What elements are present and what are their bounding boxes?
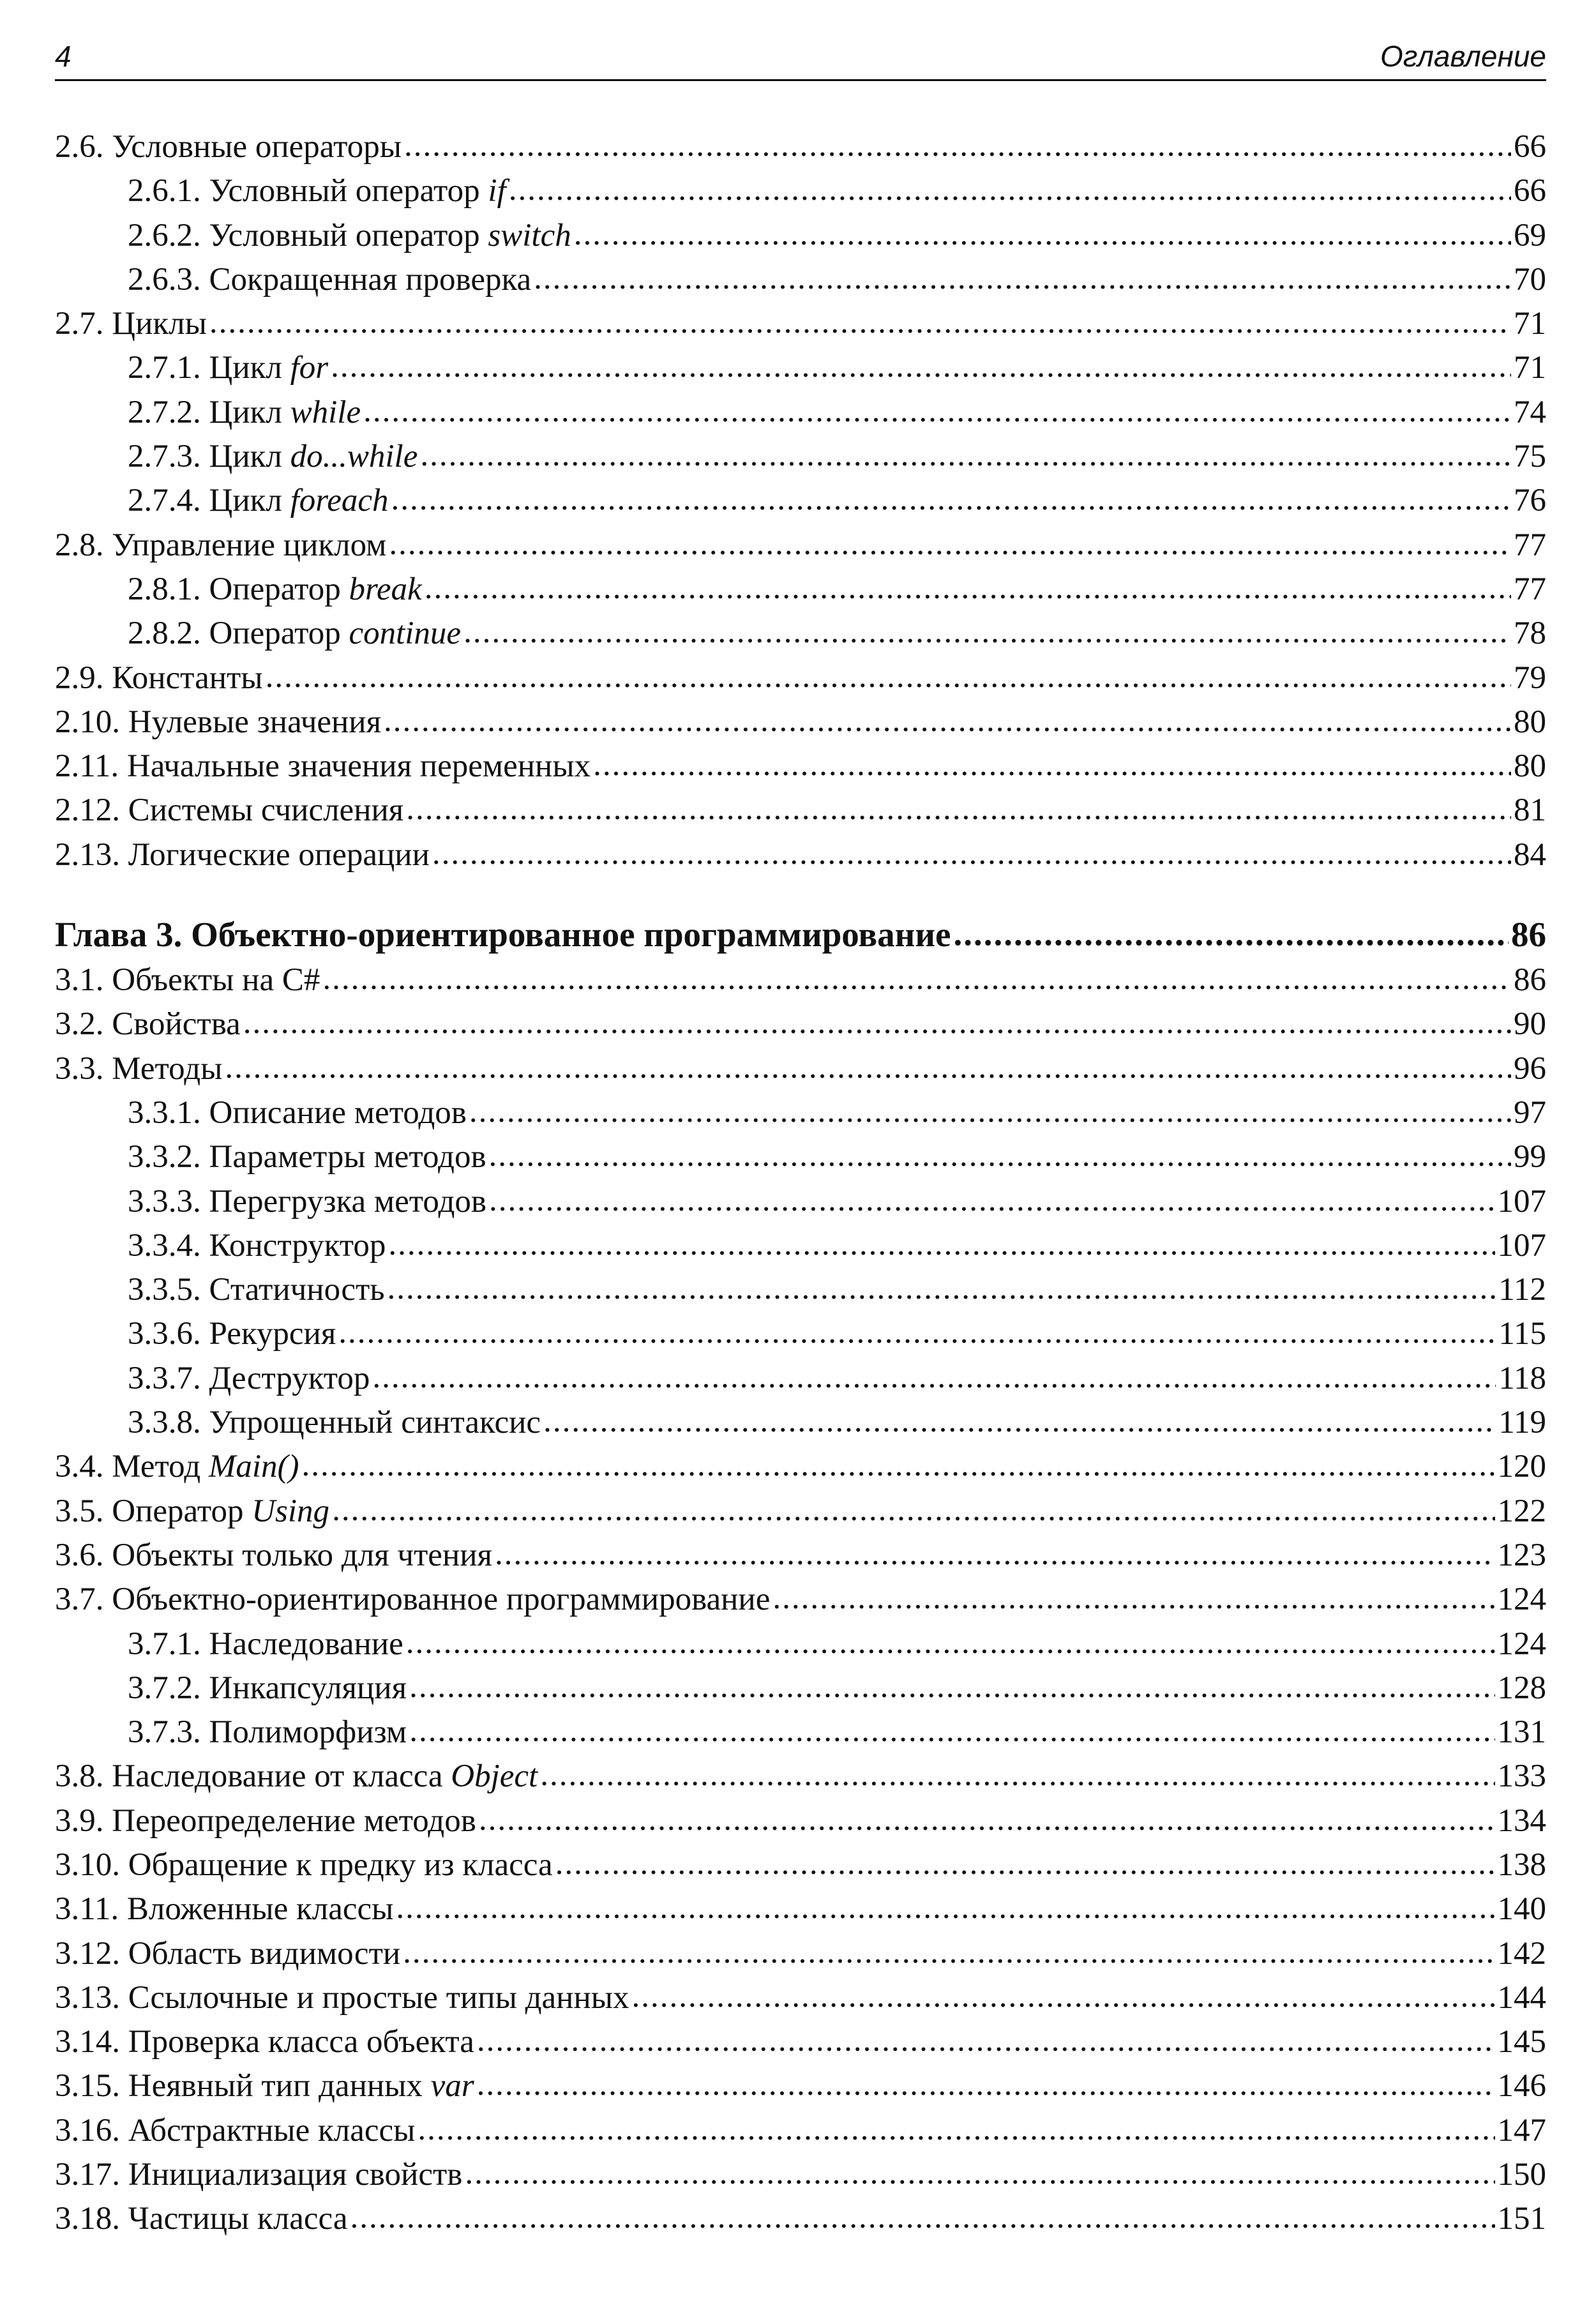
toc-entry-text: Деструктор	[209, 1360, 370, 1396]
toc-entry-code-term: for	[290, 350, 329, 386]
toc-entry-number: 3.7.3.	[128, 1714, 209, 1751]
toc-page-number: 107	[1497, 1227, 1546, 1264]
toc-entry	[55, 479, 1546, 523]
toc-entry	[55, 2197, 1546, 2241]
dot-leader	[350, 2196, 1494, 2240]
toc-entry-number: 2.10.	[55, 704, 128, 740]
toc-entry-code-term: while	[290, 394, 361, 430]
toc-entry-number: 3.3.3.	[128, 1183, 209, 1219]
toc-page-number: 76	[1514, 483, 1546, 519]
toc-page-number: 79	[1514, 660, 1546, 696]
dot-leader	[243, 1001, 1511, 1045]
toc-entry-title	[128, 391, 361, 435]
toc-entry-number: 2.6.1.	[128, 173, 209, 209]
toc-entry-text: Условные операторы	[112, 129, 402, 165]
toc-entry-number: 3.3.7.	[128, 1360, 209, 1396]
toc-entry-text: Начальные значения переменных	[126, 748, 591, 785]
toc-entry-number: 2.6.	[55, 129, 112, 165]
toc-entry-text: Цикл	[209, 350, 290, 386]
dot-leader	[388, 1267, 1496, 1311]
toc-page-number: 122	[1497, 1493, 1546, 1529]
toc-entry-text: Полиморфизм	[209, 1714, 407, 1751]
toc-page-number: 71	[1514, 306, 1546, 342]
toc-entry-number: 3.3.5.	[128, 1272, 209, 1308]
toc-entry	[55, 958, 1546, 1002]
toc-entry-title	[55, 2020, 474, 2064]
toc-page-number: 77	[1514, 527, 1546, 563]
toc-entry-title	[55, 700, 381, 744]
toc-entry	[55, 1799, 1546, 1843]
toc-entry	[55, 2020, 1546, 2064]
toc-entry-code-term: if	[488, 173, 506, 209]
toc-entry-number: 3.13.	[55, 1979, 128, 2016]
dot-leader	[396, 1886, 1494, 1930]
toc-entry-text: Логические операции	[128, 836, 430, 873]
dot-leader	[477, 2019, 1495, 2063]
toc-entry-code-term: switch	[488, 217, 571, 253]
toc-entry-number: 3.9.	[55, 1802, 112, 1839]
dot-leader	[363, 389, 1511, 434]
toc-entry-text: Неявный тип данных	[128, 2068, 431, 2104]
toc-entry-number: 2.7.2.	[128, 394, 209, 430]
toc-entry	[55, 1976, 1546, 2020]
toc-entry-title	[128, 1268, 385, 1312]
toc-entry-code-term: break	[349, 571, 422, 607]
toc-entry-text: Конструктор	[209, 1227, 386, 1264]
toc-entry-text: Инициализация свойств	[128, 2157, 463, 2193]
toc-entry-number: 3.3.	[55, 1050, 112, 1087]
toc-page-number: 151	[1497, 2201, 1546, 2237]
toc-entry-number: 2.11.	[55, 748, 127, 785]
toc-entry-text: Объектно-ориентированное программирование	[112, 1582, 771, 1618]
dot-leader	[391, 478, 1511, 522]
toc-entry-number: 2.13.	[55, 836, 128, 873]
toc-entry-number: 2.8.1.	[128, 571, 209, 607]
toc-page-number: 150	[1497, 2157, 1546, 2193]
toc-entry	[55, 1843, 1546, 1887]
dot-leader	[632, 1975, 1495, 2019]
dot-leader	[489, 1134, 1511, 1178]
dot-leader	[332, 1488, 1494, 1532]
toc-entry	[55, 1932, 1546, 1976]
dot-leader	[266, 655, 1511, 699]
toc-entry	[55, 789, 1546, 833]
toc-entry-text: Цикл	[209, 483, 290, 519]
toc-entry	[55, 258, 1546, 302]
toc-entry-code-term: continue	[349, 615, 462, 652]
table-of-contents	[55, 125, 1546, 2242]
toc-entry-text: Условный оператор	[209, 173, 488, 209]
toc-entry	[55, 1445, 1546, 1489]
toc-entry-number: 2.12.	[55, 792, 128, 829]
toc-page-number: 112	[1498, 1272, 1546, 1308]
toc-entry-number: 3.2.	[55, 1006, 112, 1043]
toc-entry-number: 3.3.1.	[128, 1094, 209, 1131]
toc-page-number: 69	[1514, 217, 1546, 253]
toc-entry-number: 3.3.8.	[128, 1405, 209, 1441]
dot-leader	[331, 345, 1511, 389]
toc-entry-text: Абстрактные классы	[128, 2112, 416, 2148]
toc-entry-text: Переопределение методов	[112, 1802, 476, 1839]
dot-leader	[406, 1621, 1495, 1665]
page-header	[55, 33, 1546, 81]
toc-entry-number: 3.7.	[55, 1582, 112, 1618]
toc-entry	[55, 524, 1546, 568]
dot-leader	[463, 610, 1511, 654]
toc-page-number: 86	[1514, 962, 1546, 999]
toc-entry-title	[55, 125, 402, 169]
toc-page-number: 107	[1497, 1183, 1546, 1219]
toc-entry-title	[55, 1002, 241, 1046]
toc-entry-number: 3.7.1.	[128, 1626, 209, 1662]
toc-entry	[55, 833, 1546, 877]
toc-entry	[55, 1755, 1546, 1799]
dot-leader	[543, 1400, 1496, 1444]
toc-entry-text: Сокращенная проверка	[209, 261, 532, 298]
toc-entry-code-term: Using	[252, 1493, 330, 1529]
dot-leader	[403, 1931, 1494, 1975]
toc-page-number: 75	[1514, 439, 1546, 475]
toc-entry-number: 2.7.4.	[128, 483, 209, 519]
toc-entry-title	[55, 2153, 462, 2197]
toc-entry	[55, 1578, 1546, 1622]
dot-leader	[418, 2108, 1494, 2152]
toc-entry	[55, 1224, 1546, 1268]
toc-entry-number: 3.8.	[55, 1758, 112, 1795]
toc-entry	[55, 1401, 1546, 1445]
toc-entry-text: Наследование	[209, 1626, 403, 1662]
toc-entry-number: 3.16.	[55, 2112, 128, 2148]
toc-page-number: 80	[1514, 748, 1546, 785]
toc-entry-title	[55, 1047, 222, 1091]
toc-entry	[55, 1002, 1546, 1046]
toc-entry	[55, 612, 1546, 656]
toc-entry-number: 3.10.	[55, 1846, 128, 1883]
toc-entry-text: Проверка класса объекта	[128, 2024, 474, 2060]
toc-entry-text: Описание методов	[209, 1094, 467, 1131]
toc-entry	[55, 1887, 1546, 1931]
dot-leader	[465, 2152, 1494, 2196]
toc-page-number: 144	[1497, 1979, 1546, 2016]
toc-page-number: 99	[1514, 1139, 1546, 1175]
toc-entry-text: Объекты только для чтения	[112, 1537, 492, 1573]
toc-page-number: 80	[1514, 704, 1546, 740]
toc-entry-number: 2.7.1.	[128, 350, 209, 386]
dot-leader	[372, 1355, 1496, 1400]
toc-entry-title	[55, 1932, 400, 1976]
dot-leader	[209, 301, 1511, 345]
page-number: 4	[55, 40, 72, 73]
dot-leader	[409, 1665, 1494, 1709]
toc-entry-number: Глава 3.	[55, 915, 192, 955]
toc-entry-title	[55, 1755, 538, 1799]
toc-page-number: 97	[1514, 1094, 1546, 1131]
toc-entry-title	[128, 1710, 407, 1755]
toc-entry-title	[128, 1401, 541, 1445]
toc-entry-number: 2.6.3.	[128, 261, 209, 298]
toc-entry-number: 3.7.2.	[128, 1670, 209, 1706]
toc-entry	[55, 1180, 1546, 1224]
toc-entry-title	[55, 1887, 393, 1931]
toc-entry	[55, 435, 1546, 479]
toc-entry-title	[128, 1357, 370, 1401]
toc-entry-title	[55, 2197, 347, 2241]
toc-entry-title	[128, 1666, 407, 1710]
toc-entry-text: Обращение к предку из класса	[128, 1846, 553, 1883]
toc-entry-number: 3.4.	[55, 1449, 112, 1485]
toc-entry-title	[55, 744, 591, 789]
toc-entry-text: Ссылочные и простые типы данных	[128, 1979, 629, 2016]
dot-leader	[432, 832, 1511, 876]
toc-entry-title	[55, 302, 207, 346]
dot-leader	[953, 910, 1509, 957]
toc-page-number: 145	[1497, 2024, 1546, 2060]
dot-leader	[225, 1046, 1511, 1090]
toc-entry-title	[128, 612, 461, 656]
toc-entry-title	[55, 1445, 299, 1489]
toc-page-number: 124	[1497, 1626, 1546, 1662]
toc-entry	[55, 744, 1546, 789]
dot-leader	[477, 2063, 1495, 2107]
toc-entry-text: Оператор	[209, 615, 349, 652]
toc-entry-title	[128, 1312, 336, 1356]
toc-page-number: 66	[1514, 173, 1546, 209]
toc-entry-code-term: Object	[451, 1758, 538, 1795]
toc-entry-text: Объекты на C#	[112, 962, 320, 999]
toc-entry	[55, 568, 1546, 612]
dot-leader	[406, 787, 1511, 831]
toc-entry-number: 2.8.2.	[128, 615, 209, 652]
toc-entry-text: Оператор	[209, 571, 349, 607]
toc-entry-code-term: foreach	[290, 483, 389, 519]
toc-entry	[55, 1047, 1546, 1091]
toc-entry-title	[55, 1490, 329, 1534]
dot-leader	[384, 699, 1511, 743]
toc-entry-title	[55, 656, 263, 700]
toc-entry-number: 3.17.	[55, 2157, 128, 2193]
dot-leader	[409, 1709, 1494, 1753]
toc-page-number: 96	[1514, 1050, 1546, 1087]
toc-entry-text: Область видимости	[128, 1935, 401, 1972]
toc-entry-number: 3.3.6.	[128, 1316, 209, 1352]
toc-entry-number: 2.7.	[55, 306, 112, 342]
toc-entry-number: 3.3.2.	[128, 1139, 209, 1175]
toc-entry	[55, 214, 1546, 258]
toc-entry-title	[55, 789, 403, 833]
toc-page-number: 124	[1497, 1582, 1546, 1618]
toc-entry-text: Методы	[112, 1050, 223, 1087]
toc-entry-title	[128, 435, 418, 479]
toc-entry-title	[55, 1976, 629, 2020]
toc-entry	[55, 2109, 1546, 2153]
dot-leader	[509, 168, 1511, 212]
toc-page-number: 90	[1514, 1006, 1546, 1043]
toc-entry-text: Вложенные классы	[126, 1891, 394, 1928]
toc-entry-number: 3.18.	[55, 2201, 128, 2237]
dot-leader	[495, 1532, 1495, 1576]
toc-entry-title	[128, 214, 571, 258]
toc-page-number: 133	[1497, 1758, 1546, 1795]
toc-entry-title	[128, 1135, 486, 1179]
toc-entry-number: 3.11.	[55, 1891, 127, 1928]
dot-leader	[772, 1576, 1494, 1620]
toc-entry-title	[128, 258, 531, 302]
toc-entry-text: Рекурсия	[209, 1316, 336, 1352]
toc-entry-title	[55, 911, 951, 958]
dot-leader	[338, 1311, 1496, 1355]
toc-page-number: 70	[1514, 261, 1546, 298]
toc-entry	[55, 1490, 1546, 1534]
toc-entry-text: Цикл	[209, 394, 290, 430]
toc-entry	[55, 391, 1546, 435]
toc-entry	[55, 346, 1546, 390]
toc-entry-number: 2.8.	[55, 527, 112, 563]
toc-entry-text: Константы	[112, 660, 263, 696]
toc-page-number: 131	[1497, 1714, 1546, 1751]
dot-leader	[534, 257, 1511, 301]
toc-entry-number: 3.5.	[55, 1493, 112, 1529]
toc-entry-number: 2.7.3.	[128, 439, 209, 475]
toc-entry-text: Упрощенный синтаксис	[209, 1405, 541, 1441]
toc-entry-text: Свойства	[112, 1006, 241, 1043]
toc-entry-text: Цикл	[209, 439, 290, 475]
toc-entry	[55, 302, 1546, 346]
toc-entry-code-term: var	[430, 2068, 474, 2104]
toc-entry-title	[128, 346, 328, 390]
toc-entry-text: Перегрузка методов	[209, 1183, 486, 1219]
toc-entry-text: Циклы	[112, 306, 207, 342]
toc-page-number: 123	[1497, 1537, 1546, 1573]
toc-entry-number: 3.1.	[55, 962, 112, 999]
toc-entry	[55, 1710, 1546, 1755]
toc-page-number: 77	[1514, 571, 1546, 607]
toc-page-number: 86	[1511, 915, 1546, 955]
toc-entry-title	[128, 479, 389, 523]
toc-entry-number: 2.6.2.	[128, 217, 209, 253]
dot-leader	[322, 957, 1511, 1001]
dot-leader	[420, 434, 1511, 478]
toc-entry	[55, 656, 1546, 700]
toc-entry	[55, 1534, 1546, 1578]
toc-entry-title	[128, 169, 506, 213]
toc-entry-title	[128, 1091, 467, 1135]
toc-entry-title	[55, 1578, 770, 1622]
toc-entry-title	[128, 1180, 486, 1224]
toc-page-number: 66	[1514, 129, 1546, 165]
toc-entry-code-term: do...while	[290, 439, 418, 475]
toc-entry	[55, 2153, 1546, 2197]
toc-page-number: 147	[1497, 2112, 1546, 2148]
toc-entry-title	[55, 1843, 553, 1887]
toc-entry	[55, 1268, 1546, 1312]
toc-page-number: 118	[1498, 1360, 1546, 1396]
toc-entry-title	[55, 958, 320, 1002]
dot-leader	[404, 124, 1511, 168]
running-title: Оглавление	[1380, 40, 1546, 73]
toc-entry	[55, 1312, 1546, 1356]
toc-entry-text: Параметры методов	[209, 1139, 486, 1175]
toc-entry	[55, 125, 1546, 169]
toc-entry	[55, 1666, 1546, 1710]
toc-entry-number: 3.15.	[55, 2068, 128, 2104]
toc-entry-title	[128, 1224, 386, 1268]
toc-page-number: 74	[1514, 394, 1546, 430]
toc-entry-text: Инкапсуляция	[209, 1670, 407, 1706]
toc-entry-number: 3.14.	[55, 2024, 128, 2060]
toc-entry-title	[55, 1534, 492, 1578]
toc-entry-text: Системы счисления	[128, 792, 404, 829]
toc-entry-number: 2.9.	[55, 660, 112, 696]
toc-entry-text: Нулевые значения	[128, 704, 382, 740]
toc-page-number: 146	[1497, 2068, 1546, 2104]
toc-page-number: 71	[1514, 350, 1546, 386]
toc-page-number: 81	[1514, 792, 1546, 829]
toc-entry-title	[55, 1799, 476, 1843]
dot-leader	[302, 1444, 1495, 1488]
dot-leader	[540, 1753, 1494, 1797]
toc-entry-text: Метод	[112, 1449, 209, 1485]
toc-entry-number: 3.3.4.	[128, 1227, 209, 1264]
toc-page-number: 115	[1498, 1316, 1546, 1352]
toc-entry-title	[128, 568, 422, 612]
toc-page-number: 128	[1497, 1670, 1546, 1706]
toc-page-number: 78	[1514, 615, 1546, 652]
toc-entry	[55, 700, 1546, 744]
toc-entry-text: Условный оператор	[209, 217, 488, 253]
dot-leader	[388, 1223, 1494, 1267]
toc-page-number: 120	[1497, 1449, 1546, 1485]
toc-entry-title	[55, 2064, 474, 2108]
toc-entry-text: Оператор	[112, 1493, 252, 1529]
dot-leader	[574, 213, 1511, 257]
toc-entry	[55, 169, 1546, 213]
toc-entry-code-term: Main()	[208, 1449, 299, 1485]
toc-page-number: 119	[1498, 1405, 1546, 1441]
toc-entry	[55, 1622, 1546, 1666]
toc-entry-title	[55, 833, 430, 877]
toc-page-number: 84	[1514, 836, 1546, 873]
toc-page-number: 134	[1497, 1802, 1546, 1839]
toc-entry-text: Управление циклом	[112, 527, 387, 563]
toc-entry-text: Частицы класса	[128, 2201, 348, 2237]
toc-page-number: 140	[1497, 1891, 1546, 1928]
dot-leader	[489, 1179, 1495, 1223]
toc-entry	[55, 1091, 1546, 1135]
toc-entry-title	[128, 1622, 403, 1666]
dot-leader	[555, 1842, 1495, 1886]
dot-leader	[389, 522, 1511, 566]
dot-leader	[469, 1090, 1511, 1134]
toc-entry-title	[55, 2109, 415, 2153]
dot-leader	[479, 1798, 1495, 1842]
toc-entry	[55, 1135, 1546, 1179]
toc-entry-text: Статичность	[209, 1272, 385, 1308]
toc-page-number: 142	[1497, 1935, 1546, 1972]
toc-entry-title	[55, 524, 386, 568]
toc-entry-number: 3.6.	[55, 1537, 112, 1573]
toc-entry-number: 3.12.	[55, 1935, 128, 1972]
toc-entry	[55, 1357, 1546, 1401]
toc-chapter-entry	[55, 911, 1546, 958]
toc-page-number: 138	[1497, 1846, 1546, 1883]
toc-entry	[55, 2064, 1546, 2108]
toc-entry-text: Объектно-ориентированное программирование	[191, 915, 951, 955]
dot-leader	[425, 566, 1511, 610]
dot-leader	[593, 743, 1511, 787]
toc-entry-text: Наследование от класса	[112, 1758, 451, 1795]
